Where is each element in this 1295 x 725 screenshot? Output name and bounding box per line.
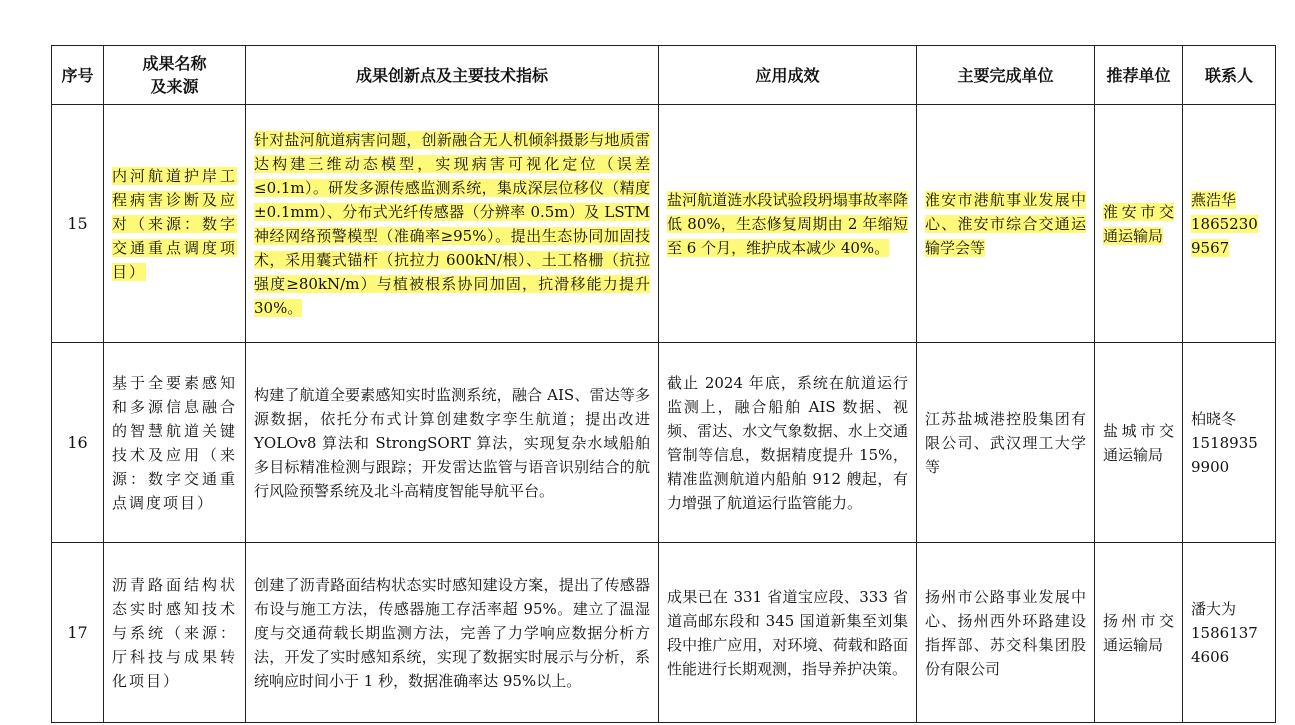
- row-number: 15: [52, 105, 104, 343]
- header-contact: 联系人: [1183, 46, 1276, 105]
- recommender-text: 淮安市交通运输局: [1103, 202, 1174, 245]
- contact-name: 柏晓冬: [1191, 409, 1237, 428]
- effect-cell: [659, 543, 917, 723]
- header-innovation: 成果创新点及主要技术指标: [246, 46, 659, 105]
- unit-text: 江苏盐城港控股集团有限公司、武汉理工大学等: [925, 409, 1086, 476]
- header-recommender: 推荐单位: [1095, 46, 1183, 105]
- header-name-line2: 及来源: [150, 77, 199, 96]
- innovation-cell: [246, 105, 659, 343]
- effect-text: 截止 2024 年底，系统在航道运行监测上，融合船舶 AIS 数据、视频、雷达、水文气象数据、水上交通管制等信息，数据精度提升 15%，精准监测航道内船舶 912 艘起，有力增强了航道运行监管能力。: [667, 373, 908, 512]
- effect-text: 盐河航道涟水段试验段坍塌事故率降低 80%，生态修复周期由 2 年缩短至 6 个月，维护成本减少 40%。: [667, 190, 908, 257]
- effect-text: 成果已在 331 省道宝应段、333 省道高邮东段和 345 国道新集至刘集段中推广应用，对环境、荷载和路面性能进行长期观测，指导养护决策。: [667, 587, 908, 678]
- achievement-name: 内河航道护岸工程病害诊断及应对（来源：数字交通重点调度项目）: [112, 166, 237, 281]
- contact-cell: [1183, 343, 1276, 543]
- contact-phone: 15189359900: [1191, 433, 1258, 476]
- recommender-cell: [1095, 543, 1183, 723]
- effect-cell: [659, 105, 917, 343]
- unit-cell: [917, 543, 1095, 723]
- unit-text: 扬州市公路事业发展中心、扬州西外环路建设指挥部、苏交科集团股份有限公司: [925, 587, 1086, 678]
- contact-name: 燕浩华: [1191, 190, 1237, 209]
- table-row: [52, 343, 1276, 543]
- header-no: 序号: [52, 46, 104, 105]
- unit-cell: [917, 105, 1095, 343]
- row-number: 17: [52, 543, 104, 723]
- contact-name: 潘大为: [1191, 599, 1237, 618]
- table-row: [52, 105, 1276, 343]
- contact-phone: 15861374606: [1191, 623, 1258, 666]
- unit-cell: [917, 343, 1095, 543]
- header-row: [52, 46, 1276, 105]
- innovation-text: 构建了航道全要素感知实时监测系统，融合 AIS、雷达等多源数据，依托分布式计算创建数字孪生航道；提出改进 YOLOv8 算法和 StrongSORT 算法，实现复杂水域船舶多目标精准检测与跟踪；开发雷达监管与语音识别结合的航行风险预警系统及北斗高精度智能导航平台。: [254, 385, 650, 500]
- recommender-text: 盐城市交通运输局: [1103, 421, 1174, 464]
- row-number: 16: [52, 343, 104, 543]
- effect-cell: [659, 343, 917, 543]
- achievement-name: 沥青路面结构状态实时感知技术与系统（来源：厅科技与成果转化项目）: [112, 575, 237, 690]
- header-name: [104, 46, 246, 105]
- header-effect: 应用成效: [659, 46, 917, 105]
- unit-text: 淮安市港航事业发展中心、淮安市综合交通运输学会等: [925, 190, 1086, 257]
- recommender-cell: [1095, 343, 1183, 543]
- header-name-line1: 成果名称: [142, 54, 207, 73]
- contact-cell: [1183, 543, 1276, 723]
- achievements-table: [51, 45, 1276, 723]
- contact-cell: [1183, 105, 1276, 343]
- innovation-cell: [246, 543, 659, 723]
- contact-phone: 18652309567: [1191, 214, 1258, 257]
- innovation-text: 针对盐河航道病害问题，创新融合无人机倾斜摄影与地质雷达构建三维动态模型，实现病害可视化定位（误差≤0.1m）。研发多源传感监测系统，集成深层位移仪（精度±0.1mm）、分布式光纤传感器（分辨率 0.5m）及 LSTM 神经网络预警模型（准确率≥95%）。提出生态协同加固技术，采用囊式锚杆（抗拉力 600kN/根）、土工格栅（抗拉强度≥80kN/m）与植被根系协同加固，抗滑移能力提升 30%。: [254, 130, 650, 317]
- achievement-name-cell: [104, 343, 246, 543]
- recommender-cell: [1095, 105, 1183, 343]
- achievement-name-cell: [104, 543, 246, 723]
- achievement-name-cell: [104, 105, 246, 343]
- recommender-text: 扬州市交通运输局: [1103, 611, 1174, 654]
- achievement-name: 基于全要素感知和多源信息融合的智慧航道关键技术及应用（来源：数字交通重点调度项目）: [112, 373, 237, 512]
- innovation-cell: [246, 343, 659, 543]
- header-unit: 主要完成单位: [917, 46, 1095, 105]
- innovation-text: 创建了沥青路面结构状态实时感知建设方案，提出了传感器布设与施工方法，传感器施工存活率超 95%。建立了温湿度与交通荷载长期监测方法，完善了力学响应数据分析方法，开发了实时感知系统，实现了数据实时展示与分析，系统响应时间小于 1 秒，数据准确率达 95%以上。: [254, 575, 650, 690]
- table-row: [52, 543, 1276, 723]
